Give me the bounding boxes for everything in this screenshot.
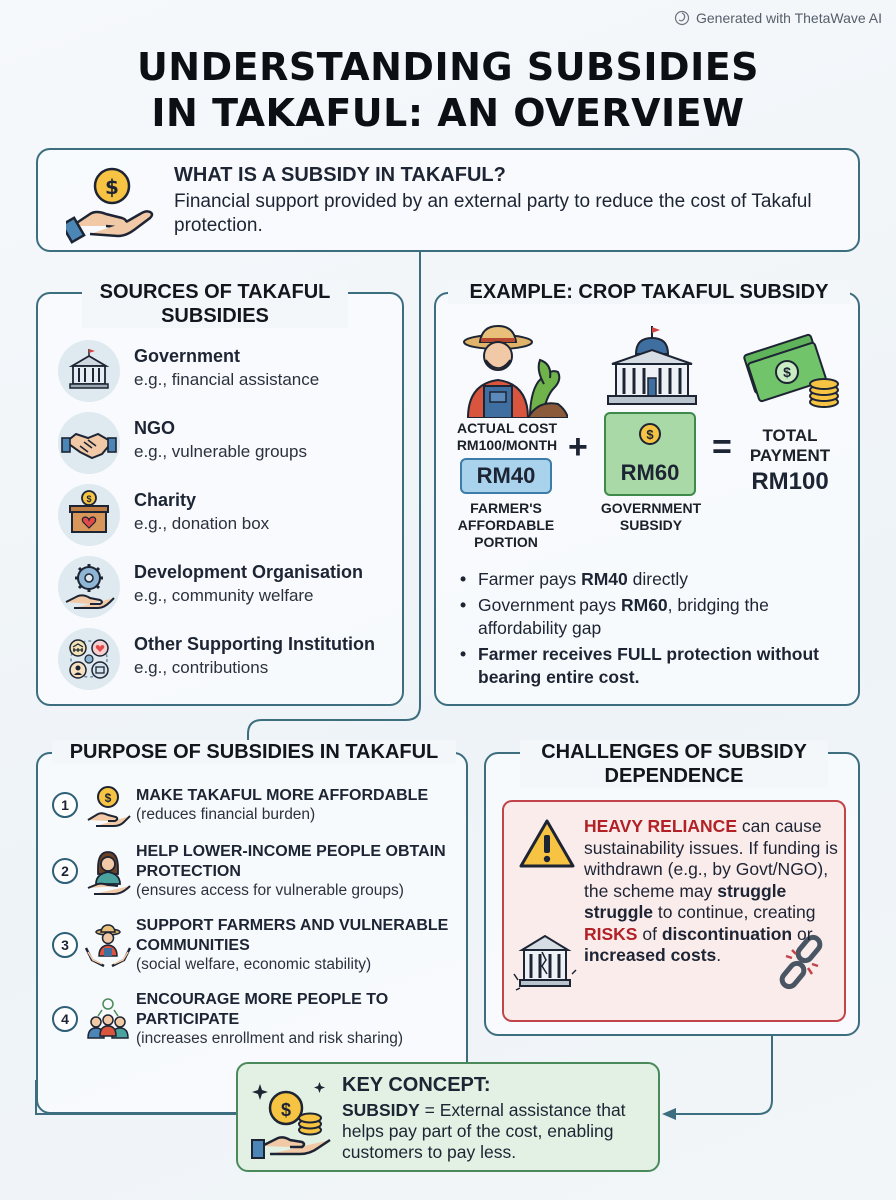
purpose-title: PURPOSE OF SUBSIDIES IN TAKAFUL: [52, 740, 456, 764]
total-amount: RM100: [751, 468, 829, 495]
farmer-hands-icon: [84, 922, 132, 970]
source-desc: e.g., donation box: [134, 514, 270, 533]
farmer-label-line-1: FARMER'S: [470, 500, 542, 516]
purpose-title-text: HELP LOWER-INCOME PEOPLE OBTAIN PROTECTION: [136, 843, 446, 880]
purpose-panel: [36, 741, 468, 1114]
example-title: EXAMPLE: CROP TAKAFUL SUBSIDY: [448, 280, 850, 304]
source-item-ngo: [58, 412, 398, 476]
source-name: Development Organisation: [134, 562, 364, 582]
handshake-icon: [58, 412, 120, 474]
challenge-warning-box: [502, 800, 846, 1022]
farmer-label-line-2: AFFORDABLE: [457, 517, 555, 533]
actual-cost-line-2: RM100/MONTH: [456, 437, 558, 453]
institution-network-icon: [58, 628, 120, 690]
source-item-government: [58, 340, 398, 404]
source-item-other: [58, 628, 398, 692]
source-item-development: [58, 556, 398, 620]
source-desc: e.g., community welfare: [134, 586, 314, 605]
purpose-desc: (increases enrollment and risk sharing): [136, 1030, 404, 1047]
purpose-title-text: MAKE TAKAFUL MORE AFFORDABLE: [136, 787, 429, 804]
total-payment-label: [742, 426, 838, 466]
page-title: [0, 44, 896, 136]
challenges-title: CHALLENGES OF SUBSIDY DEPENDENCE: [520, 740, 828, 788]
source-name: Government: [134, 346, 241, 366]
purpose-number: 2: [52, 858, 78, 884]
government-amount-badge: [604, 412, 696, 496]
gov-label-line-2: SUBSIDY: [619, 517, 683, 533]
plus-sign: +: [568, 428, 588, 466]
total-label-line-1: TOTAL: [762, 426, 818, 445]
source-name: Other Supporting Institution: [134, 634, 375, 654]
donation-box-icon: [58, 484, 120, 546]
farmer-icon: [458, 324, 568, 418]
svg-text:$: $: [105, 175, 119, 199]
coin-hand-icon: [66, 164, 158, 244]
actual-cost-line-1: ACTUAL COST: [456, 420, 558, 436]
example-panel: [434, 281, 860, 706]
coin-hand-icon: [248, 1076, 334, 1162]
watermark-text: Generated with ThetaWave AI: [696, 10, 882, 26]
purpose-number: 3: [52, 932, 78, 958]
title-line-1: UNDERSTANDING SUBSIDIES: [136, 45, 760, 89]
purpose-desc: (reduces financial burden): [136, 806, 316, 823]
watermark: [674, 10, 882, 26]
purpose-number: 1: [52, 792, 78, 818]
farmer-amount-badge: RM40: [460, 458, 552, 494]
source-desc: e.g., contributions: [134, 658, 269, 677]
equals-sign: =: [712, 428, 732, 466]
purpose-title-text: ENCOURAGE MORE PEOPLE TO PARTICIPATE: [136, 991, 389, 1028]
money-stack-icon: [742, 330, 846, 414]
svg-text:$: $: [86, 494, 92, 504]
government-amount: RM60: [620, 460, 680, 485]
svg-text:$: $: [104, 791, 112, 805]
bullet-government-pays: • Government pays RM60, bridging the affordability gap: [460, 594, 850, 640]
svg-text:$: $: [646, 427, 654, 442]
government-subsidy-label: [588, 500, 714, 534]
purpose-number: 4: [52, 1006, 78, 1032]
key-concept-text: SUBSIDY = External assistance that helps pay part of the cost, enabling customers to pay less.: [342, 1100, 626, 1162]
gear-hand-icon: [58, 556, 120, 618]
source-desc: e.g., financial assistance: [134, 370, 320, 389]
purpose-desc: (social welfare, economic stability): [136, 956, 372, 973]
source-desc: e.g., vulnerable groups: [134, 442, 307, 461]
what-heading: WHAT IS A SUBSIDY IN TAKAFUL?: [174, 164, 506, 186]
what-text: Financial support provided by an external party to reduce the cost of Takaful protection.: [174, 191, 812, 236]
person-hand-icon: [84, 848, 132, 896]
purpose-title-text: SUPPORT FARMERS AND VULNERABLE COMMUNITIES: [136, 917, 449, 954]
key-concept-panel: [236, 1062, 660, 1172]
bullet-farmer-pays: • Farmer pays RM40 directly: [460, 568, 850, 591]
coin-icon: [638, 422, 662, 446]
total-label-line-2: PAYMENT: [749, 446, 831, 465]
title-line-2: IN TAKAFUL: AN OVERVIEW: [151, 91, 745, 135]
svg-text:$: $: [280, 1100, 292, 1120]
coin-hand-icon: [84, 784, 132, 832]
crumbling-bank-icon: [512, 930, 578, 994]
source-item-charity: [58, 484, 398, 548]
source-name: NGO: [134, 418, 176, 438]
key-concept-heading: KEY CONCEPT:: [342, 1074, 491, 1096]
purpose-desc: (ensures access for vulnerable groups): [136, 882, 404, 899]
sources-title: SOURCES OF TAKAFUL SUBSIDIES: [82, 280, 348, 328]
challenges-panel: [484, 741, 860, 1036]
sources-panel: [36, 281, 404, 706]
svg-text:$: $: [783, 364, 791, 380]
challenge-description: HEAVY RELIANCE can cause sustainability issues. If funding is withdrawn (e.g., by Govt/NGO), the scheme may struggle struggle to continue, creating RISKS of discontinuation or increased costs.: [584, 816, 838, 965]
group-people-icon: [84, 996, 132, 1044]
actual-cost-label: [442, 420, 572, 454]
government-building-icon: [58, 340, 120, 402]
farmer-label-line-3: PORTION: [474, 534, 538, 550]
warning-icon: [518, 818, 576, 870]
gov-label-line-1: GOVERNMENT: [600, 500, 702, 516]
farmer-portion-label: [446, 500, 566, 551]
source-name: Charity: [134, 490, 197, 510]
spiral-logo-icon: [674, 10, 690, 26]
government-building-icon: [604, 324, 700, 408]
bullet-full-protection: • Farmer receives FULL protection without bearing entire cost.: [460, 643, 850, 689]
example-bullets: [460, 568, 850, 692]
what-is-subsidy-panel: [36, 148, 860, 252]
